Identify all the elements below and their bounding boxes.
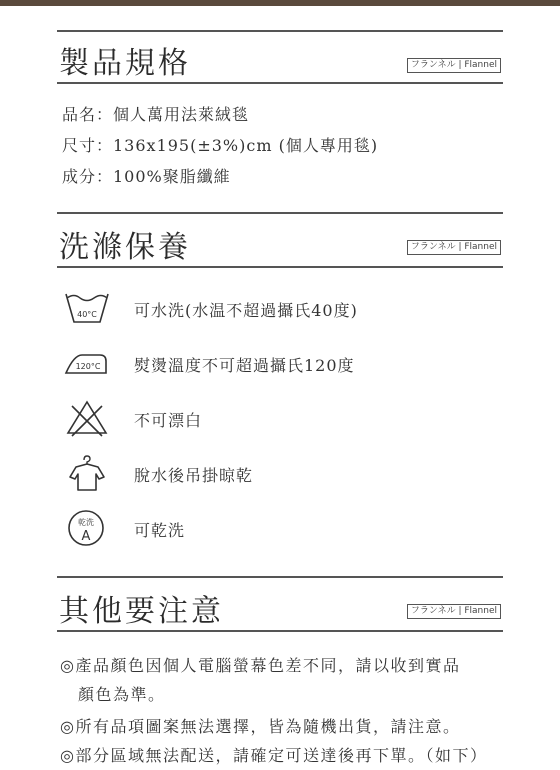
wash-40c-icon	[62, 288, 112, 328]
dry-clean-label: 乾洗	[78, 518, 94, 527]
notes-section-header	[57, 576, 503, 634]
care-section-header	[57, 212, 503, 270]
note-color-line: ◎產品顏色因個人電腦螢幕色差不同，請以收到實品	[60, 656, 461, 675]
note-random-pattern: ◎所有品項圖案無法選擇，皆為隨機出貨，請注意。	[60, 717, 461, 736]
hang-dry-icon	[62, 453, 112, 493]
care-wash-text: 可水洗(水温不超過攝氏40度)	[134, 301, 358, 320]
care-hang-dry-text: 脫水後吊掛晾乾	[134, 466, 254, 485]
specs-title: 製品規格	[59, 46, 191, 81]
note-color-line-cont: 顏色為準。	[78, 685, 166, 704]
care-item-iron	[62, 343, 502, 383]
care-item-dry-clean	[62, 508, 502, 548]
note-delivery: ◎部分區域無法配送，請確定可送達後再下單。（如下）	[60, 746, 488, 765]
notes-title: 其他要注意	[59, 594, 224, 629]
care-dry-clean-text: 可乾洗	[134, 521, 186, 540]
spec-material: 成分：100%聚脂纖維	[62, 167, 231, 186]
care-item-hang-dry	[62, 453, 502, 493]
dry-clean-icon	[62, 508, 112, 548]
care-item-wash	[62, 288, 502, 328]
no-bleach-icon	[62, 398, 112, 438]
flannel-tag: フランネル | Flannel	[407, 240, 501, 255]
iron-temp-label: 120°C	[75, 362, 101, 371]
top-decorative-bar	[0, 0, 560, 6]
header-rule-top	[57, 576, 503, 578]
flannel-tag: フランネル | Flannel	[407, 604, 501, 619]
spec-product-name: 品名：個人萬用法萊絨毯	[62, 105, 250, 124]
care-no-bleach-text: 不可漂白	[134, 411, 203, 430]
flannel-tag: フランネル | Flannel	[407, 58, 501, 73]
header-rule-bottom	[57, 82, 503, 84]
header-rule-top	[57, 212, 503, 214]
iron-120c-icon	[62, 343, 112, 383]
care-title: 洗滌保養	[59, 230, 191, 265]
specs-section-header	[57, 30, 503, 86]
header-rule-top	[57, 30, 503, 32]
header-rule-bottom	[57, 630, 503, 632]
dry-clean-letter: A	[81, 529, 91, 544]
care-iron-text: 熨燙溫度不可超過攝氏120度	[134, 356, 355, 375]
spec-size: 尺寸：136x195(±3%)cm (個人專用毯)	[62, 136, 379, 155]
wash-temp-label: 40°C	[77, 310, 97, 319]
care-item-no-bleach	[62, 398, 502, 438]
header-rule-bottom	[57, 266, 503, 268]
